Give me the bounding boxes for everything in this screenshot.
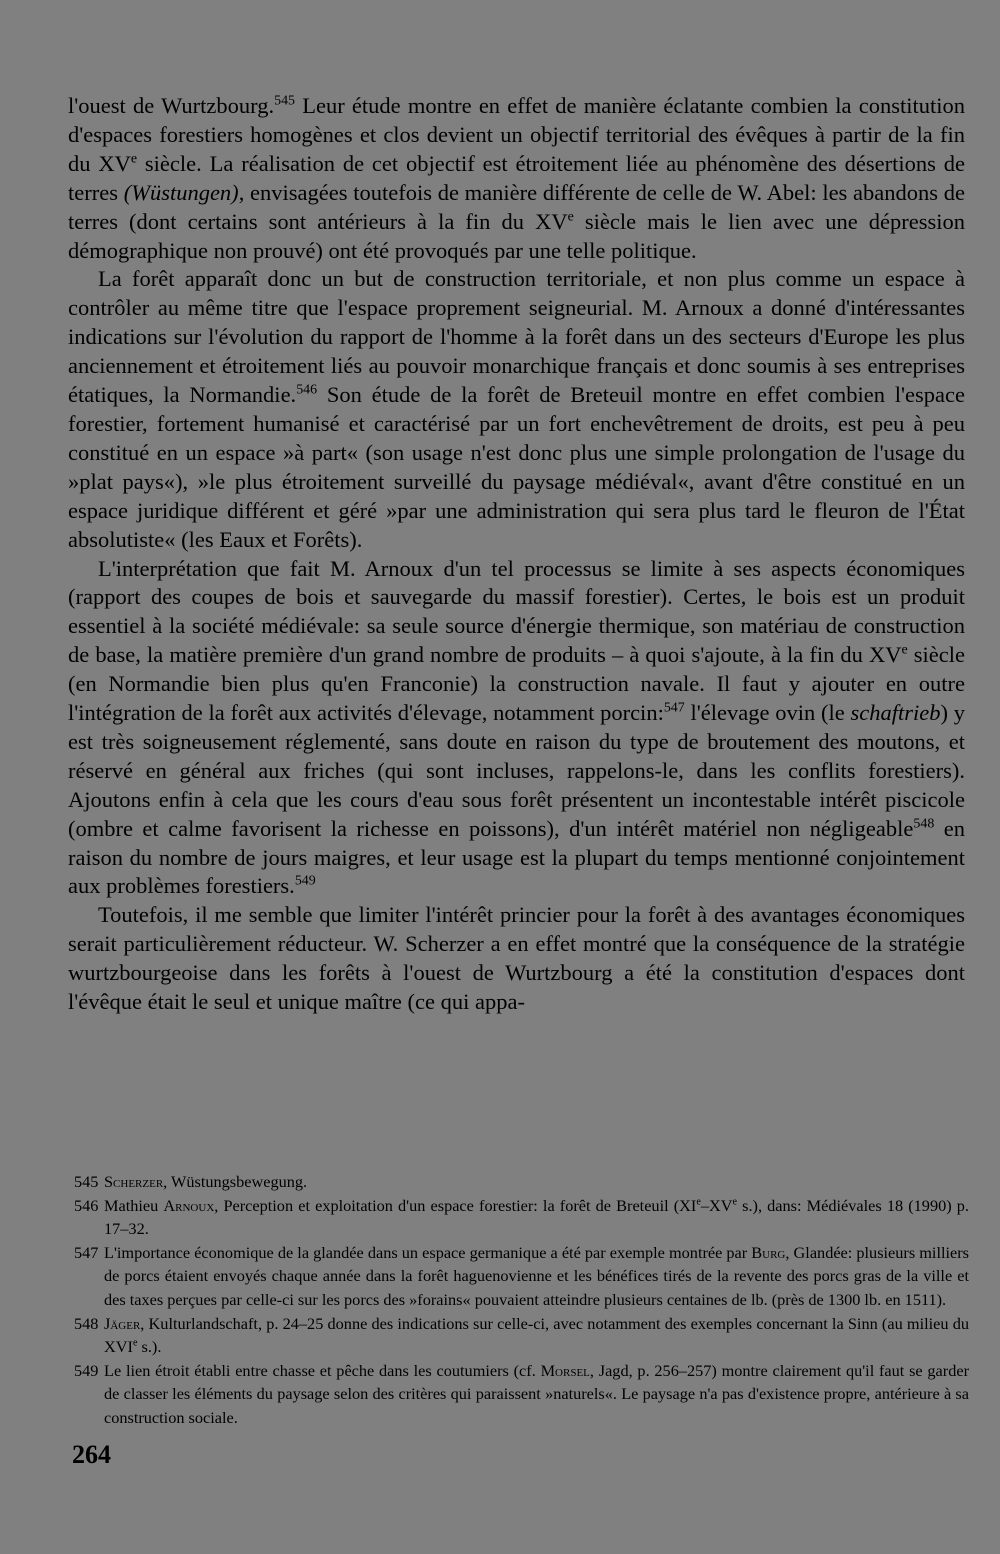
- main-text: [68, 92, 965, 1017]
- footnote-ref-549: 549: [294, 873, 316, 889]
- footnote-547: [74, 1241, 969, 1312]
- paragraph-2: La forêt apparaît donc un but de construction territoriale, et non plus comme un espace à contrôler au même titre que l'espace proprement seigneurial. M. Arnoux a donné d'intéressantes indications sur l'évolution du rapport de l'homme à la forêt dans un des secteurs d'Europe les plus anciennement et étroitement liés au pouvoir monarchique français et donc soumis à ses entreprises étatiques, la Normandie.$^{546}$ Son étude de la forêt de Breteuil montre en effet combien l'espace forestier, fortement humanisé et caractérisé par un fort enchevêtrement de droits, est peu à peu constitué en un espace »à part« (son usage n'est donc plus une simple prolongation de l'usage du »plat pays«), »le plus étroitement surveillé du paysage médiéval«, avant d'être constitué en un espace juridique différent et géré »par une administration qui sera plus tard le fleuron de l'État absolutiste« (les Eaux et Forêts).: [68, 266, 965, 552]
- paragraph-3: L'interprétation que fait M. Arnoux d'un tel processus se limite à ses aspects économiques (rapport des coupes de bois et sauvegarde du massif forestier). Certes, le bois est un produit essentiel à la société médiévale: sa seule source d'énergie thermique, son matériau de construction de base, la matière première d'un grand nombre de produits – à quoi s'ajoute, à la fin du XVe siècle (en Normandie bien plus qu'en Franconie) la construction navale. Il faut y ajouter en outre l'intégration de la forêt aux activités d'élevage, notamment porcin:$^{547}$ l'élevage ovin (le schaftrieb) y est très soigneusement réglementé, sans doute en raison du type de broutement des moutons, et réservé en général aux friches (qui sont incluses, rappelons-le, dans les conflits forestiers). Ajoutons enfin à cela que les cours d'eau sous forêt présentent un incontestable intérêt piscicole (ombre et calme favorisent la richesse en poissons), d'un intérêt matériel non négligeable$^{548}$ en raison du nombre de jours maigres, et leur usage est la plupart du temps mentionné conjointement aux problèmes forestiers.$^{549}$: [68, 555, 965, 899]
- paragraph-1: l'ouest de Wurtzbourg.$^{545}$ Leur étude montre en effet de manière éclatante combien la constitution d'espaces forestiers homogènes et clos devient un objectif territorial des évêques à partir de la fin du XVe siècle. La réalisation de cet objectif est étroitement liée au phénomène des désertions de terres (Wüstungen), envisagées toutefois de manière différente de celle de W. Abel: les abandons de terres (dont certains sont antérieurs à la fin du XVe siècle mais le lien avec une dépression démographique non prouvé) ont été provoqués par une telle politique.: [68, 93, 965, 263]
- footnote-number: 545: [74, 1172, 99, 1191]
- footnote-text: Jäger, Kulturlandschaft, p. 24–25 donne des indications sur celle-ci, avec notamment des exemples concernant la Sinn (au milieu du XVIe s.).: [104, 1313, 969, 1357]
- footnote-number: 549: [74, 1360, 99, 1380]
- paragraph-4: Toutefois, il me semble que limiter l'intérêt princier pour la forêt à des avantages économiques serait particulièrement réducteur. W. Scherzer a en effet montré que la conséquence de la stratégie wurtzbourgeoise dans les forêts à l'ouest de Wurtzbourg a été la constitution d'espaces dont l'évêque était le seul et unique maître (ce qui appa-: [68, 902, 965, 1015]
- footnote-548: [74, 1312, 969, 1359]
- footnote-number: 546: [74, 1195, 99, 1215]
- footnote-ref-547: 547: [663, 700, 685, 716]
- footnote-text: Mathieu Arnoux, Perception et exploitation d'un espace forestier: la forêt de Breteuil (XIe–XVe s.), dans: Médiévales 18 (1990) p. 17–32.: [104, 1195, 969, 1239]
- footnote-ref-548: 548: [913, 816, 935, 832]
- footnote-549: [74, 1359, 969, 1430]
- footnote-number: 548: [74, 1313, 99, 1333]
- footnote-545: [74, 1170, 969, 1194]
- footnote-text: L'importance économique de la glandée dans un espace germanique a été par exemple montrée par Burg, Glandée: plusieurs milliers de porcs étaient envoyés chaque année dans la forêt haguenovienne et les bénéfices tirés de la revente des porcs gras de la ville et des taxes perçues par celle-ci sur les porcs des »forains« pouvaient atteindre plusieurs centaines de lb. (près de 1300 lb. en 1511).: [104, 1242, 970, 1309]
- footnotes: [74, 1170, 969, 1430]
- footnote-ref-546: 546: [296, 382, 318, 398]
- page-number: 264: [72, 1440, 111, 1469]
- footnote-546: [74, 1194, 969, 1241]
- footnote-text: Scherzer, Wüstungsbewegung.: [104, 1172, 308, 1191]
- footnote-text: Le lien étroit établi entre chasse et pêche dans les coutumiers (cf. Morsel, Jagd, p. 256–257) montre clairement qu'il faut se garder de classer les éléments du paysage selon des critères qui paraissent »naturels«. Le paysage n'a pas d'existence propre, antérieure à sa construction sociale.: [104, 1360, 969, 1427]
- footnote-ref-545: 545: [274, 93, 296, 109]
- footnote-number: 547: [74, 1242, 99, 1262]
